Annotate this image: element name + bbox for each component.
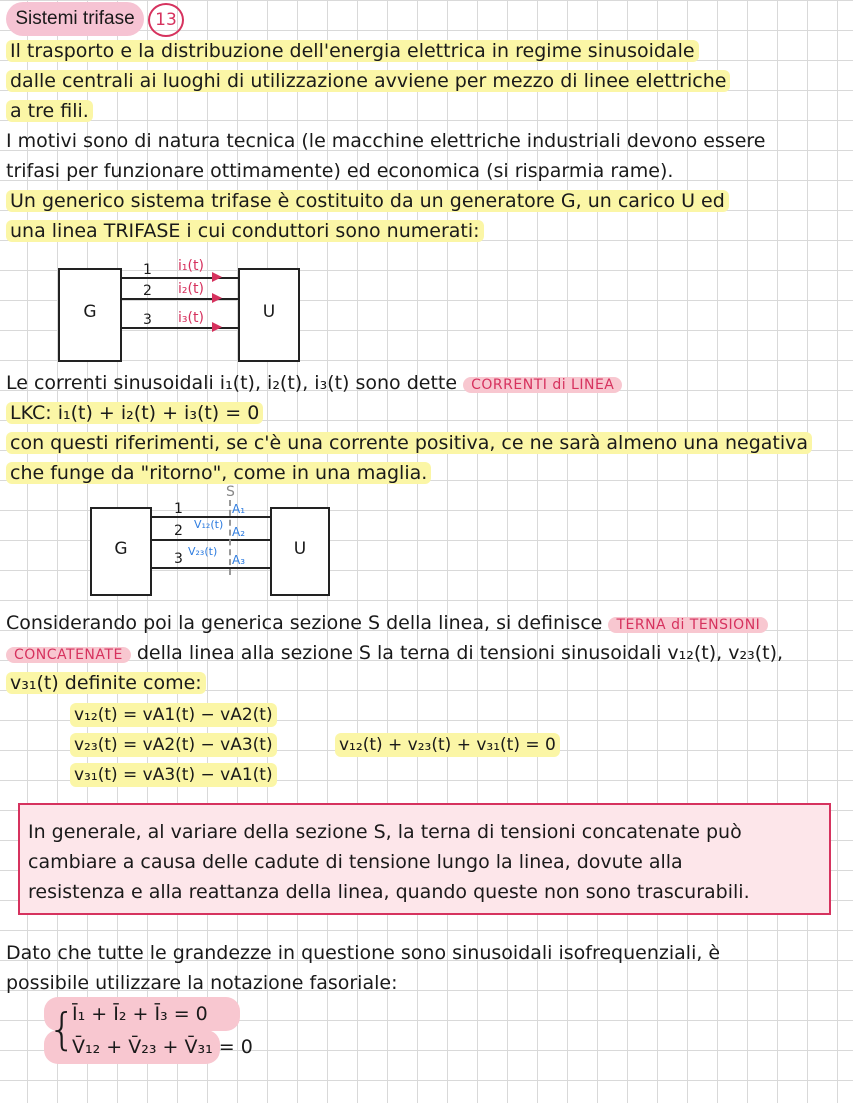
- intro-line-5: trifasi per funzionare ottimamente) ed economica (si risparmia rame).: [6, 160, 674, 182]
- currents-line-1: Le correnti sinusoidali i₁(t), i₂(t), i₃(t) sono dette: [6, 372, 458, 394]
- wire-1-label: 1: [143, 262, 152, 278]
- intro-line-3: a tre fili.: [6, 100, 93, 122]
- currents-line-4: che funge da "ritorno", come in una maglia.: [6, 462, 431, 484]
- node-a3-label: A₃: [232, 553, 246, 567]
- node-a2-label: A₂: [232, 525, 246, 539]
- voltage-23-label: V₂₃(t): [188, 545, 218, 558]
- wire-2-label: 2: [143, 283, 152, 299]
- term-concatenated-1: TERNA di TENSIONI: [608, 617, 768, 633]
- wire2-2: [150, 539, 270, 541]
- note-callout: [18, 803, 831, 915]
- load-label: U: [262, 302, 276, 322]
- voltages-line-2: della linea alla sezione S la terna di tensioni sinusoidali v₁₂(t), v₂₃(t),: [136, 642, 784, 664]
- formula-voltage-sum: v₁₂(t) + v₂₃(t) + v₃₁(t) = 0: [335, 733, 560, 757]
- intro-line-4: I motivi sono di natura tecnica (le macchine elettriche industriali devono essere: [6, 130, 766, 152]
- current-3-arrow-icon: [212, 322, 222, 332]
- section-line: [229, 500, 231, 575]
- page-title: Sistemi trifase: [6, 2, 144, 36]
- currents-line-3: con questi riferimenti, se c'è una corrente positiva, ce ne sarà almeno una negativa: [6, 432, 812, 454]
- current-arrows: [210, 271, 224, 333]
- intro-line-6: Un generico sistema trifase è costituito da un generatore G, un carico U ed: [6, 190, 729, 212]
- voltages-line-1: Considerando poi la generica sezione S della linea, si definisce: [6, 612, 603, 634]
- generator-label-2: G: [114, 539, 128, 559]
- current-2-arrow-icon: [212, 293, 222, 303]
- formula-v23: v₂₃(t) = vA2(t) − vA3(t): [70, 733, 277, 757]
- intro-line-1: Il trasporto e la distribuzione dell'energia elettrica in regime sinusoidale: [6, 40, 699, 62]
- phasor-eq-voltages: V̄₁₂ + V̄₂₃ + V̄₃₁ = 0: [72, 1036, 253, 1058]
- wire2-1-label: 1: [174, 501, 183, 517]
- wire-3-label: 3: [143, 312, 152, 328]
- load-box-2: [270, 507, 330, 596]
- load-label-2: U: [293, 539, 307, 559]
- lkc-equation: LKC: i₁(t) + i₂(t) + i₃(t) = 0: [6, 402, 263, 424]
- current-1-arrow-icon: [212, 272, 222, 282]
- current-1-label: i₁(t): [178, 258, 204, 274]
- formula-v12: v₁₂(t) = vA1(t) − vA2(t): [70, 703, 277, 727]
- callout-line-2: cambiare a causa delle cadute di tensione lungo la linea, dovute alla: [28, 851, 683, 873]
- phasor-eq-currents: Ī₁ + Ī₂ + Ī₃ = 0: [72, 1003, 208, 1025]
- load-box: [238, 268, 300, 362]
- node-a1-label: A₁: [232, 502, 246, 516]
- wire2-2-label: 2: [174, 523, 183, 539]
- wire2-3: [150, 567, 270, 569]
- voltages-line-3: v₃₁(t) definite come:: [6, 672, 206, 694]
- term-line-currents: CORRENTI di LINEA: [463, 377, 622, 393]
- wire2-3-label: 3: [174, 551, 183, 567]
- section-label: S: [226, 484, 235, 500]
- phasor-line-2: possibile utilizzare la notazione fasoriale:: [6, 972, 398, 994]
- current-2-label: i₂(t): [178, 281, 204, 297]
- callout-line-1: In generale, al variare della sezione S, la terna di tensioni concatenate può: [28, 821, 742, 843]
- intro-line-7: una linea TRIFASE i cui conduttori sono numerati:: [6, 220, 484, 242]
- generator-box-2: [90, 507, 152, 596]
- formula-v31: v₃₁(t) = vA3(t) − vA1(t): [70, 763, 277, 787]
- callout-line-3: resistenza e alla reattanza della linea, quando queste non sono trascurabili.: [28, 881, 750, 903]
- generator-box: [58, 268, 122, 362]
- voltage-12-label: V₁₂(t): [194, 518, 224, 531]
- page-number: 13: [148, 3, 184, 37]
- current-3-label: i₃(t): [178, 310, 204, 326]
- term-concatenated-2: CONCATENATE: [6, 647, 131, 663]
- brace-icon: {: [48, 1004, 76, 1055]
- generator-label: G: [83, 302, 97, 322]
- intro-line-2: dalle centrali ai luoghi di utilizzazione avviene per mezzo di linee elettriche: [6, 70, 730, 92]
- phasor-line-1: Dato che tutte le grandezze in questione sono sinusoidali isofrequenziali, è: [6, 942, 721, 964]
